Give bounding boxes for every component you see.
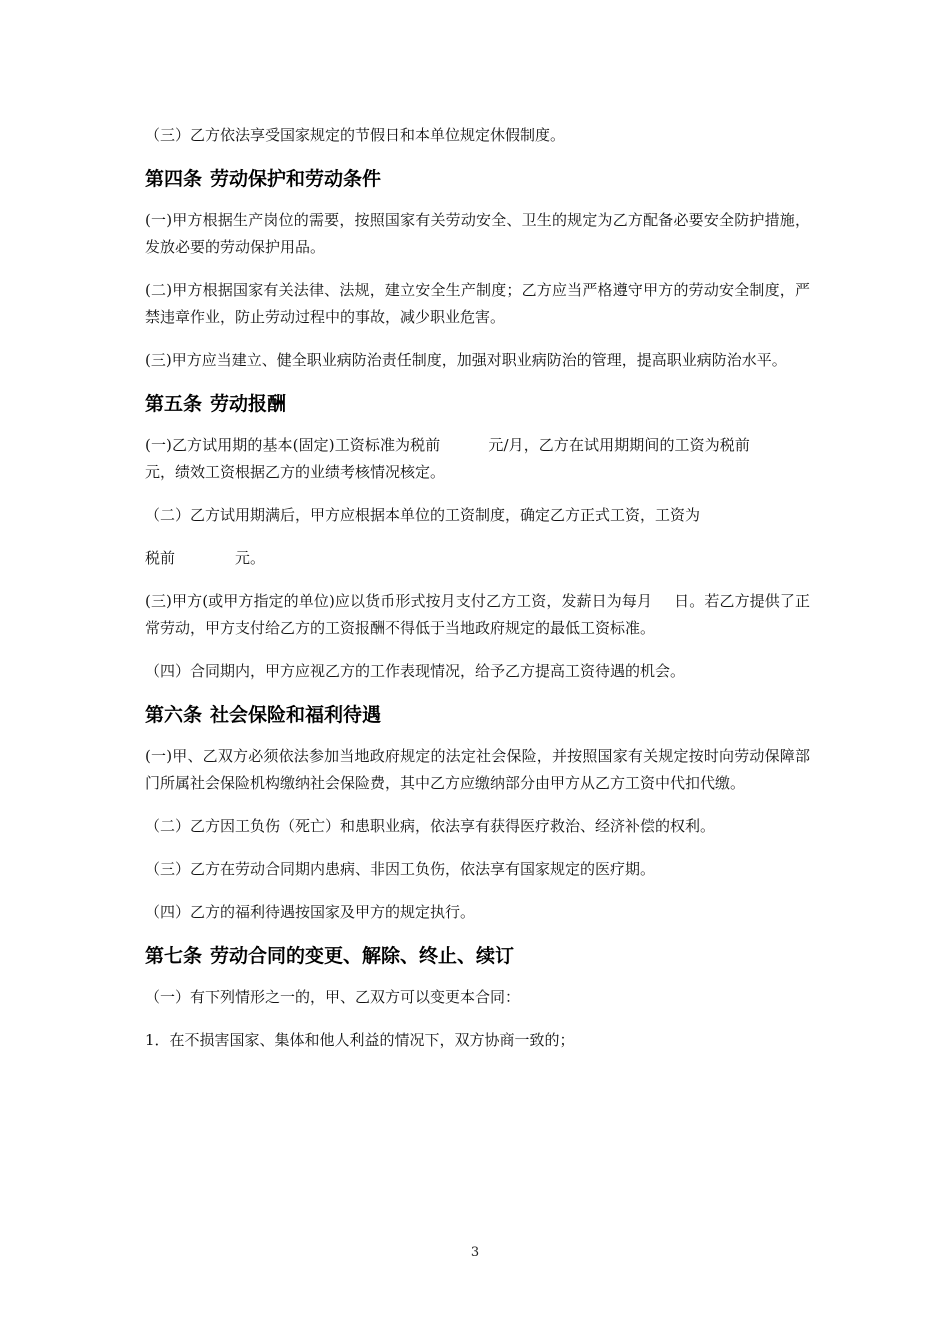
article-6-paragraph-2: （二）乙方因工负伤（死亡）和患职业病，依法享有获得医疗救治、经济补偿的权利。 bbox=[145, 817, 716, 835]
article-6-number: 第六条 bbox=[145, 704, 203, 726]
article-5-title: 劳动报酬 bbox=[210, 393, 287, 415]
article-5-paragraph-3 bbox=[145, 588, 810, 642]
article-4-title: 劳动保护和劳动条件 bbox=[210, 168, 382, 190]
page-number: 3 bbox=[470, 1245, 480, 1260]
document-body bbox=[145, 122, 810, 1070]
article-5-p1-text-a: (一)乙方试用期的基本(固定)工资标准为税前 bbox=[145, 436, 441, 454]
article-5-paragraph-1 bbox=[145, 432, 810, 486]
article-5-p2-text-c: 元。 bbox=[235, 549, 266, 567]
article-5-p2-text-b: 税前 bbox=[145, 549, 176, 567]
article-5-p3-text-b: 日。若乙方提供了正常劳动，甲方支付给乙方的工资报酬不得低于当地政府规定的最低工资标准。 bbox=[145, 592, 810, 637]
article-5-p1-text-c: 元，绩效工资根据乙方的业绩考核情况核定。 bbox=[145, 463, 446, 481]
article-4-number: 第四条 bbox=[145, 168, 203, 190]
article-5-heading bbox=[145, 390, 810, 418]
article-6-title: 社会保险和福利待遇 bbox=[210, 704, 382, 726]
article-6-paragraph-1: (一)甲、乙双方必须依法参加当地政府规定的法定社会保险，并按照国家有关规定按时向劳动保障部门所属社会保险机构缴纳社会保险费，其中乙方应缴纳部分由甲方从乙方工资中代扣代缴。 bbox=[145, 747, 810, 792]
paragraph-3-3: （三）乙方依法享受国家规定的节假日和本单位规定休假制度。 bbox=[145, 126, 566, 144]
article-5-paragraph-2a: （二）乙方试用期满后，甲方应根据本单位的工资制度，确定乙方正式工资，工资为 bbox=[145, 506, 701, 524]
article-5-p1-text-b: 元/月，乙方在试用期期间的工资为税前 bbox=[488, 436, 750, 454]
article-6-heading bbox=[145, 701, 810, 729]
article-7-number: 第七条 bbox=[145, 945, 203, 967]
article-7-paragraph-1: （一）有下列情形之一的，甲、乙双方可以变更本合同： bbox=[145, 988, 521, 1006]
article-7-heading bbox=[145, 942, 810, 970]
article-6-paragraph-3: （三）乙方在劳动合同期内患病、非因工负伤，依法享有国家规定的医疗期。 bbox=[145, 860, 656, 878]
article-6-paragraph-4: （四）乙方的福利待遇按国家及甲方的规定执行。 bbox=[145, 903, 476, 921]
article-5-paragraph-2b bbox=[145, 545, 810, 572]
article-5-paragraph-4: （四）合同期内，甲方应视乙方的工作表现情况，给予乙方提高工资待遇的机会。 bbox=[145, 662, 686, 680]
article-7-paragraph-2: 1．在不损害国家、集体和他人利益的情况下，双方协商一致的； bbox=[145, 1031, 575, 1049]
article-5-number: 第五条 bbox=[145, 393, 203, 415]
article-4-paragraph-3: (三)甲方应当建立、健全职业病防治责任制度，加强对职业病防治的管理，提高职业病防治水平。 bbox=[145, 351, 787, 369]
article-5-p3-text-a: (三)甲方(或甲方指定的单位)应以货币形式按月支付乙方工资，发薪日为每月 bbox=[145, 592, 653, 610]
article-4-heading bbox=[145, 165, 810, 193]
article-4-paragraph-1: (一)甲方根据生产岗位的需要，按照国家有关劳动安全、卫生的规定为乙方配备必要安全防护措施，发放必要的劳动保护用品。 bbox=[145, 211, 810, 256]
article-7-title: 劳动合同的变更、解除、终止、续订 bbox=[210, 945, 515, 967]
article-4-paragraph-2: (二)甲方根据国家有关法律、法规，建立安全生产制度；乙方应当严格遵守甲方的劳动安全制度，严禁违章作业，防止劳动过程中的事故，减少职业危害。 bbox=[145, 281, 810, 326]
